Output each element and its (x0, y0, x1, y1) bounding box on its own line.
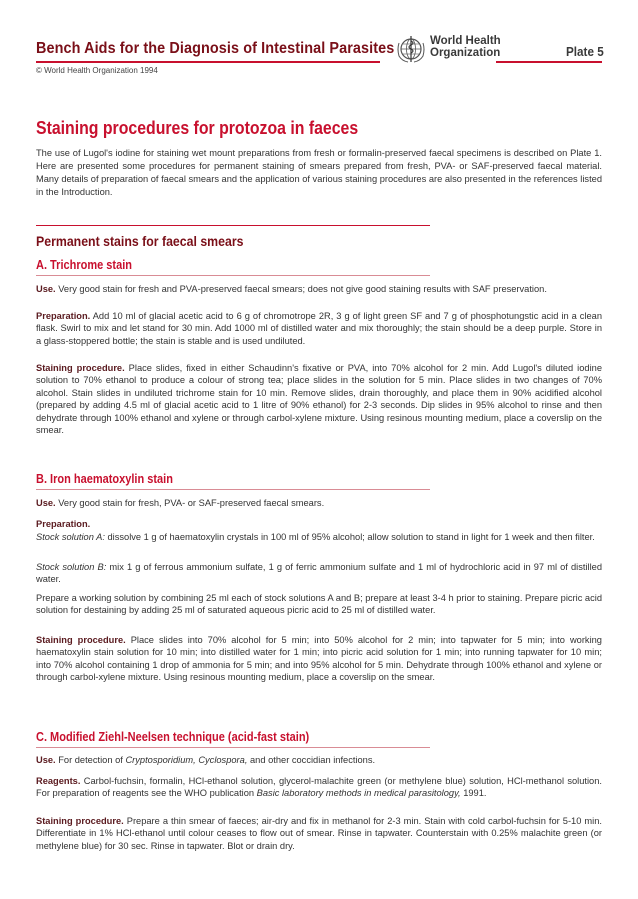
ziehl-procedure (36, 815, 602, 852)
genus-cryptosporidium: Cryptosporidium, (125, 755, 196, 765)
iron-preparation-label (36, 518, 602, 530)
trichrome-procedure (36, 362, 602, 436)
iron-stock-a (36, 531, 602, 543)
ziehl-rule (36, 747, 430, 748)
reagents-label: Reagents. (36, 776, 81, 786)
stock-b-text: mix 1 g of ferrous ammonium sulfate, 1 g of ferric ammonium sulfate and 1 ml of hydrochloric acid in 97 ml of distilled water. (36, 562, 602, 585)
iron-use (36, 497, 602, 509)
genus-cyclospora: Cyclospora, (198, 755, 248, 765)
organization-name-line2: Organization (430, 47, 501, 59)
stock-a-label: Stock solution A: (36, 532, 105, 542)
section-rule (36, 225, 430, 226)
stock-a-text: dissolve 1 g of haematoxylin crystals in 100 ml of 95% alcohol; allow solution to stand in light for 1 week and then filter. (107, 532, 595, 542)
trichrome-preparation-text: Add 10 ml of glacial acetic acid to 6 g of chromotrope 2R, 3 g of light green SF and 7 g of phosphotungstic acid in a clean flask. Swirl to mix and let stand for 30 min. Add 1000 ml of distilled water and mix thoroughly; the stain should be a deep purple. Store in a glass-stoppered bottle; the stain is stable and is used undiluted. (36, 311, 602, 346)
trichrome-rule (36, 275, 430, 276)
ziehl-reagents (36, 775, 602, 800)
iron-heading: B. Iron haematoxylin stain (36, 472, 173, 486)
plate-number: Plate 5 (566, 44, 604, 59)
ziehl-reagents-text: Carbol-fuchsin, formalin, HCl-ethanol solution, glycerol-malachite green (or methylene blue) solution, HCl-methanol solution. For preparation of reagents see the WHO publication (36, 776, 602, 799)
ziehl-use-text-end: and other coccidian infections. (250, 755, 376, 765)
ziehl-use (36, 754, 602, 766)
use-label: Use. (36, 284, 56, 294)
who-emblem-icon (396, 34, 426, 64)
publication-year: 1991. (463, 788, 487, 799)
ziehl-heading: C. Modified Ziehl-Neelsen technique (acid-fast stain) (36, 730, 310, 744)
iron-working-solution: Prepare a working solution by combining 25 ml each of stock solutions A and B; prepare at least 3-4 h prior to staining. Prepare picric acid solution for destaining by adding 25 ml of saturated aqueous picric acid to 25 ml of distilled water. (36, 593, 602, 616)
use-label: Use. (36, 498, 56, 508)
trichrome-heading: A. Trichrome stain (36, 258, 132, 272)
intro-paragraph: The use of Lugol's iodine for staining wet mount preparations from fresh or formalin-preserved faecal specimens is described on Plate 1. Here are presented some procedures for permanent staining of smears prepared from fresh, PVA- or SAF-preserved faecal material. Many details of preparation of faecal smears and the application of various staining procedures are also presented in the references listed in the Introduction. (36, 148, 602, 197)
stock-b-label: Stock solution B: (36, 562, 107, 572)
iron-stock-b (36, 561, 602, 586)
organization-name-line1: World Health (430, 35, 501, 47)
iron-procedure (36, 634, 602, 684)
series-title: Bench Aids for the Diagnosis of Intestinal Parasites (36, 40, 395, 57)
procedure-label: Staining procedure. (36, 816, 124, 826)
trichrome-use (36, 283, 602, 295)
trichrome-preparation (36, 310, 602, 347)
use-label: Use. (36, 755, 56, 765)
copyright-notice: © World Health Organization 1994 (36, 66, 158, 75)
page-title: Staining procedures for protozoa in faeces (36, 118, 359, 138)
section-title: Permanent stains for faecal smears (36, 233, 244, 249)
header-rule-right (496, 61, 602, 63)
organization-name (430, 35, 501, 59)
procedure-label: Staining procedure. (36, 635, 126, 645)
trichrome-procedure-text: Place slides, fixed in either Schaudinn's fixative or PVA, into 70% alcohol for 2 min. Add Lugol's diluted iodine solution to 70% ethanol to produce a colour of strong tea; place slides in the solution for 5 min. Place slides in two changes of 70% alcohol. Stain slides in undiluted trichrome stain for 10 min. Remove slides, drain thoroughly, and place them in 90% acidified alcohol (prepared by adding 4.5 ml of glacial acetic acid to 1 litre of 90% ethanol) for 2-3 seconds. Dip slides in 95% alcohol to rinse and then dehydrate through 100% ethanol and xylene or through carbol-xylene mixture. Using resinous mounting medium, place a coverslip on the smear. (36, 363, 602, 436)
iron-rule (36, 489, 430, 490)
trichrome-use-text: Very good stain for fresh and PVA-preserved faecal smears; does not give good staining results with SAF preservation. (58, 284, 547, 294)
procedure-label: Staining procedure. (36, 363, 125, 373)
iron-procedure-text: Place slides into 70% alcohol for 5 min; into 50% alcohol for 2 min; into tapwater for 5 min; into working haematoxylin stain solution for 10 min; into distilled water for 1 min; into picric acid solution for 1 min; into running tapwater for 10 min; into 70% alcohol containing 1 drop of ammonia for 5 min; and into 95% alcohol for 5 min. Dehydrate through 100% ethanol and xylene or through carbol-xylene mixture. Using resinous mounting medium, place a coverslip on the smear. (36, 635, 602, 683)
iron-use-text: Very good stain for fresh, PVA- or SAF-preserved faecal smears. (58, 498, 325, 508)
publication-title: Basic laboratory methods in medical parasitology, (256, 788, 461, 799)
header-rule-left (36, 61, 380, 63)
ziehl-use-text: For detection of (58, 755, 123, 765)
ziehl-procedure-text: Prepare a thin smear of faeces; air-dry and fix in methanol for 2-3 min. Stain with cold carbol-fuchsin for 5-10 min. Differentiate in 1% HCl-ethanol until colour ceases to flow out of smear. Rinse in tapwater. Counterstain with 0.25% malachite green (or methylene blue) for 30 sec. Rinse in tapwater. Blot or drain dry. (36, 816, 602, 851)
preparation-label: Preparation. (36, 519, 91, 529)
preparation-label: Preparation. (36, 311, 91, 321)
